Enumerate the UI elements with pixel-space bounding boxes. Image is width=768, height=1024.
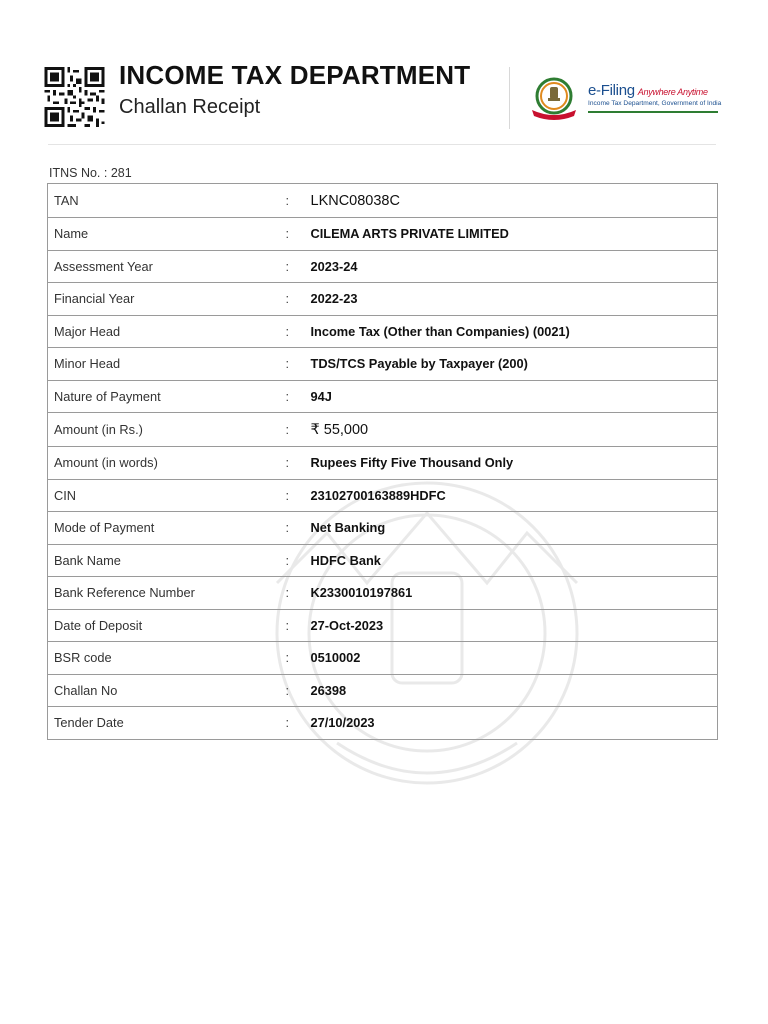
row-label: Nature of Payment <box>48 380 286 413</box>
page-title: INCOME TAX DEPARTMENT <box>119 60 471 90</box>
row-label: Major Head <box>48 315 286 348</box>
row-separator: : <box>286 218 311 251</box>
row-separator: : <box>286 283 311 316</box>
header-divider <box>509 67 510 129</box>
row-value: 27-Oct-2023 <box>311 609 718 642</box>
row-separator: : <box>286 642 311 675</box>
row-value: 0510002 <box>311 642 718 675</box>
row-separator: : <box>286 609 311 642</box>
row-separator: : <box>286 348 311 381</box>
row-label: Date of Deposit <box>48 609 286 642</box>
row-separator: : <box>286 250 311 283</box>
table-row <box>48 674 718 707</box>
row-label: Name <box>48 218 286 251</box>
row-label: Minor Head <box>48 348 286 381</box>
row-separator: : <box>286 315 311 348</box>
table-row <box>48 413 718 447</box>
row-value: 23102700163889HDFC <box>311 479 718 512</box>
table-row <box>48 184 718 218</box>
row-label: CIN <box>48 479 286 512</box>
row-separator: : <box>286 512 311 545</box>
table-row <box>48 642 718 675</box>
row-value: 2022-23 <box>311 283 718 316</box>
row-separator: : <box>286 479 311 512</box>
table-row <box>48 348 718 381</box>
row-label: Bank Reference Number <box>48 577 286 610</box>
table-row <box>48 707 718 740</box>
row-separator: : <box>286 577 311 610</box>
row-label: Mode of Payment <box>48 512 286 545</box>
row-separator: : <box>286 544 311 577</box>
row-value: CILEMA ARTS PRIVATE LIMITED <box>311 218 718 251</box>
row-label: Amount (in Rs.) <box>48 413 286 447</box>
row-label: Amount (in words) <box>48 447 286 480</box>
table-row <box>48 218 718 251</box>
row-separator: : <box>286 413 311 447</box>
table-row <box>48 315 718 348</box>
receipt-header <box>0 0 768 146</box>
row-label: Assessment Year <box>48 250 286 283</box>
table-row <box>48 512 718 545</box>
row-value: Rupees Fifty Five Thousand Only <box>311 447 718 480</box>
row-value: ₹ 55,000 <box>311 413 718 447</box>
efiling-brand <box>588 82 721 107</box>
row-value: 27/10/2023 <box>311 707 718 740</box>
row-value: LKNC08038C <box>311 184 718 218</box>
row-separator: : <box>286 380 311 413</box>
table-row <box>48 250 718 283</box>
row-value: K2330010197861 <box>311 577 718 610</box>
header-rule <box>48 144 716 145</box>
row-separator: : <box>286 447 311 480</box>
row-value: Income Tax (Other than Companies) (0021) <box>311 315 718 348</box>
brand-name: e-Filing <box>588 82 635 99</box>
row-label: Tender Date <box>48 707 286 740</box>
row-label: Financial Year <box>48 283 286 316</box>
qr-code-icon <box>43 67 106 127</box>
table-row <box>48 380 718 413</box>
table-row <box>48 479 718 512</box>
row-label: TAN <box>48 184 286 218</box>
row-value: 26398 <box>311 674 718 707</box>
table-row <box>48 447 718 480</box>
challan-details-table <box>47 183 717 740</box>
row-label: BSR code <box>48 642 286 675</box>
row-separator: : <box>286 184 311 218</box>
itns-number: ITNS No. : 281 <box>49 166 132 180</box>
row-value: Net Banking <box>311 512 718 545</box>
row-label: Bank Name <box>48 544 286 577</box>
brand-subtitle: Income Tax Department, Government of India <box>588 100 722 107</box>
row-value: 94J <box>311 380 718 413</box>
table-row <box>48 283 718 316</box>
row-value: 2023-24 <box>311 250 718 283</box>
brand-tagline: Anywhere Anytime <box>637 87 708 97</box>
national-emblem-logo-icon <box>528 76 580 120</box>
table-row <box>48 577 718 610</box>
row-separator: : <box>286 707 311 740</box>
table-row <box>48 544 718 577</box>
page-subtitle: Challan Receipt <box>119 96 261 118</box>
row-label: Challan No <box>48 674 286 707</box>
row-value: HDFC Bank <box>311 544 718 577</box>
brand-underline <box>588 111 718 113</box>
table-row <box>48 609 718 642</box>
row-value: TDS/TCS Payable by Taxpayer (200) <box>311 348 718 381</box>
row-separator: : <box>286 674 311 707</box>
